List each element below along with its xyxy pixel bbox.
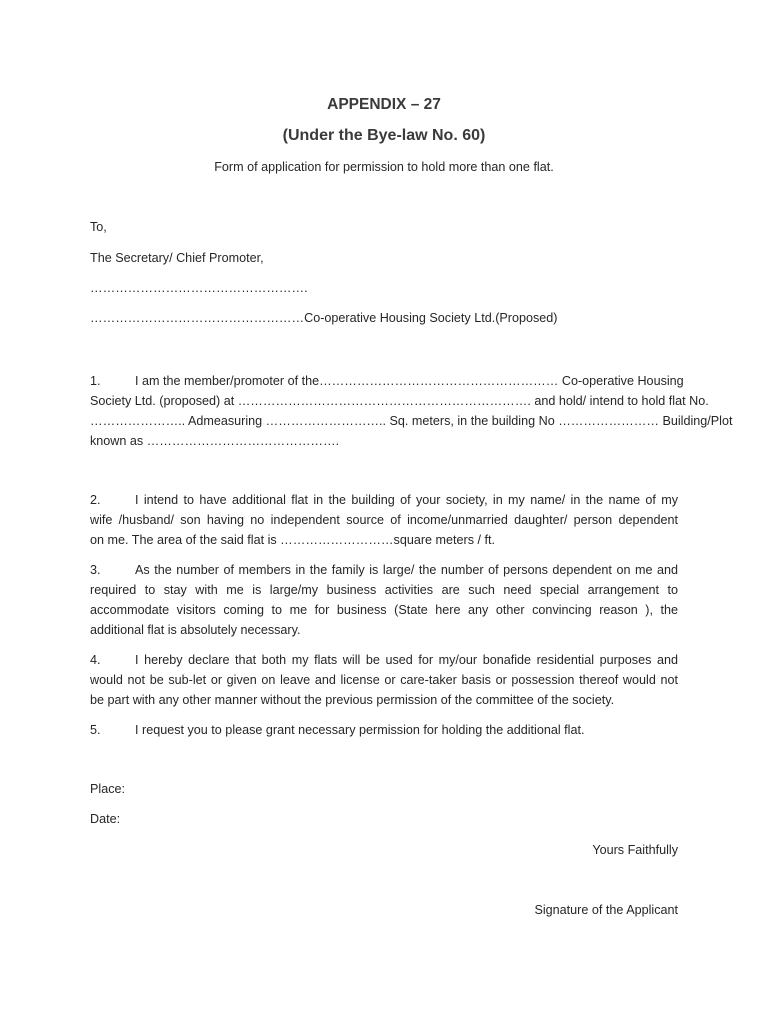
paragraph-row: be part with any other manner without the previous permission of the committee of the society. bbox=[90, 693, 615, 707]
paragraph-row: ………………….. Admeasuring ……………………….. Sq. meters, in the building No …………………… Building/Plot bbox=[90, 414, 733, 428]
document-title: APPENDIX – 27 bbox=[327, 96, 441, 113]
paragraph-number: 1. bbox=[90, 374, 101, 388]
paragraph-text: I am the member/promoter of the………………………………………………… Co-operative Housing bbox=[135, 374, 684, 388]
address-recipient: The Secretary/ Chief Promoter, bbox=[90, 251, 264, 265]
paragraph-row: additional flat is absolutely necessary. bbox=[90, 623, 301, 637]
paragraph-3 bbox=[90, 560, 678, 640]
paragraph-row bbox=[90, 650, 678, 670]
paragraph-1 bbox=[90, 371, 733, 451]
paragraph-row: known as ………………………………………. bbox=[90, 434, 340, 448]
paragraph-row: required to stay with me is large/my business activities are such need special arrangement to bbox=[90, 583, 678, 597]
address-blank-line: ……………………………………………. bbox=[90, 281, 308, 295]
closing-text: Yours Faithfully bbox=[592, 843, 678, 857]
paragraph-2 bbox=[90, 490, 678, 550]
paragraph-number: 5. bbox=[90, 723, 101, 737]
paragraph-row: on me. The area of the said flat is ………………………square meters / ft. bbox=[90, 533, 496, 547]
paragraph-text: I intend to have additional flat in the building of your society, in my name/ in the name of my bbox=[135, 493, 678, 507]
paragraph-row bbox=[90, 720, 678, 740]
paragraph-text: I hereby declare that both my flats will be used for my/our bonafide residential purposes and bbox=[135, 653, 678, 667]
paragraph-row bbox=[90, 490, 678, 510]
paragraph-row: would not be sub-let or given on leave and license or care-taker basis or possession thereof would not bbox=[90, 673, 678, 687]
address-to: To, bbox=[90, 220, 107, 234]
paragraph-row: Society Ltd. (proposed) at ……………………………………………………………. and hold/ intend to hold flat No. bbox=[90, 394, 709, 408]
paragraph-number: 3. bbox=[90, 563, 101, 577]
paragraph-text: I request you to please grant necessary permission for holding the additional flat. bbox=[135, 723, 585, 737]
paragraph-row: wife /husband/ son having no independent source of income/unmarried daughter/ person dependent bbox=[90, 513, 678, 527]
paragraph-row: accommodate visitors coming to me for business (State here any other convincing reason ), the bbox=[90, 603, 678, 617]
address-society-line: ……………………………………………Co-operative Housing Society Ltd.(Proposed) bbox=[90, 311, 558, 325]
paragraph-4 bbox=[90, 650, 678, 710]
paragraph-row bbox=[90, 560, 678, 580]
signature-label: Signature of the Applicant bbox=[534, 903, 678, 917]
paragraph-text: As the number of members in the family is large/ the number of persons dependent on me and bbox=[135, 563, 678, 577]
paragraph-number: 2. bbox=[90, 493, 101, 507]
form-caption: Form of application for permission to hold more than one flat. bbox=[214, 160, 554, 174]
document-subtitle: (Under the Bye-law No. 60) bbox=[282, 127, 486, 144]
place-label: Place: bbox=[90, 782, 126, 796]
paragraph-number: 4. bbox=[90, 653, 101, 667]
paragraph-row bbox=[90, 371, 684, 391]
date-label: Date: bbox=[90, 812, 121, 826]
paragraph-5 bbox=[90, 720, 678, 740]
